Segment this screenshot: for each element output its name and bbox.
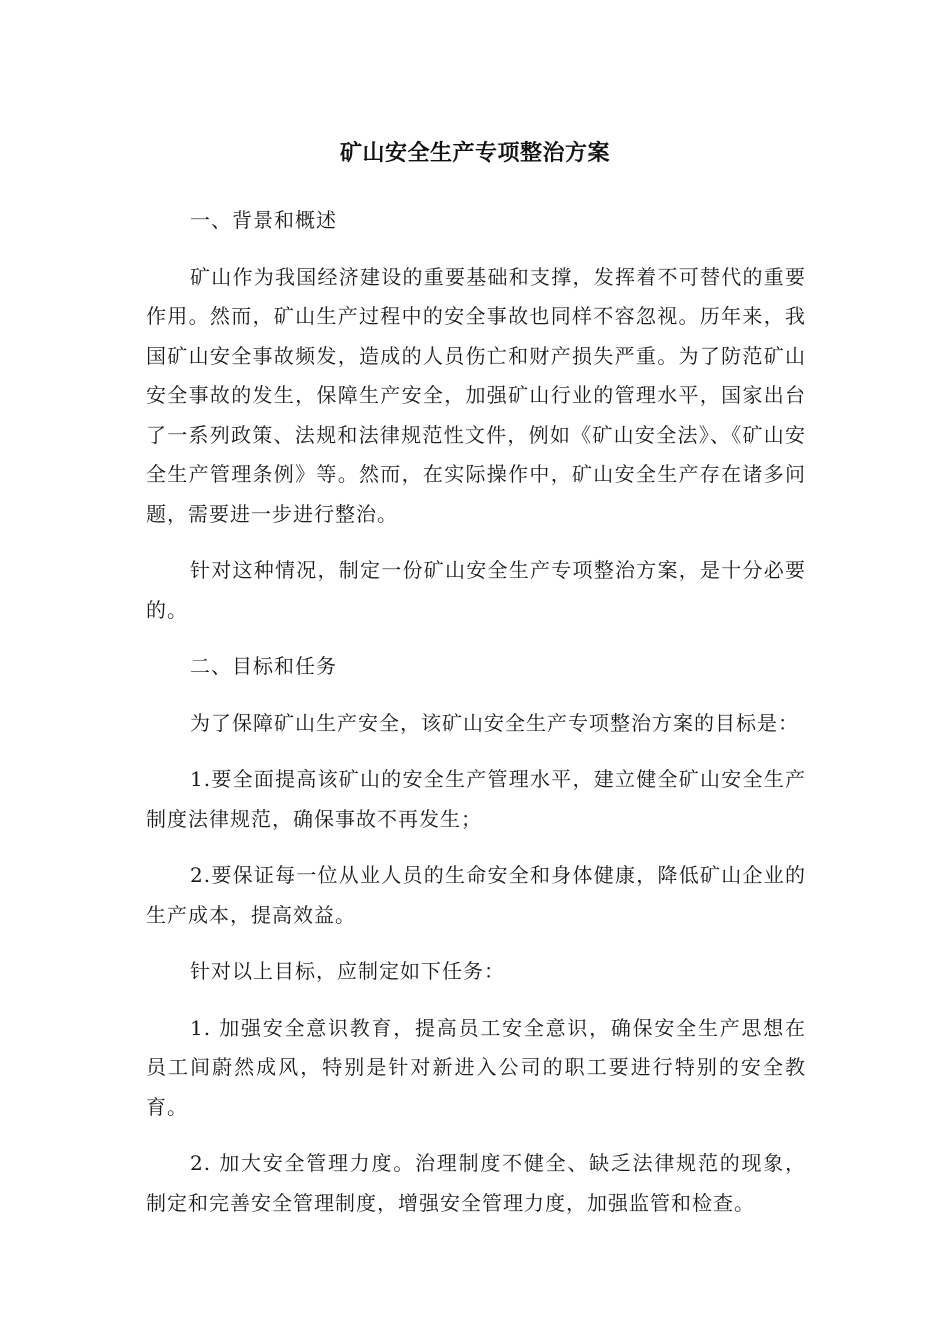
task-item-1: 1. 加强安全意识教育，提高员工安全意识，确保安全生产思想在员工间蔚然成风，特别是针对新进入公司的职工要进行特别的安全教育。 [146,1015,806,1119]
task-item-2: 2. 加大安全管理力度。治理制度不健全、缺乏法律规范的现象，制定和完善安全管理制度，增强安全管理力度，加强监管和检查。 [146,1151,806,1215]
goal-item-1: 1.要全面提高该矿山的安全生产管理水平，建立健全矿山安全生产制度法律规范，确保事故不再发生； [146,767,806,831]
document-title: 矿山安全生产专项整治方案 [339,141,610,166]
section-heading-goals: 二、目标和任务 [190,654,337,678]
paragraph-background: 矿山作为我国经济建设的重要基础和支撑，发挥着不可替代的重要作用。然而，矿山生产过程中的安全事故也同样不容忽视。历年来，我国矿山安全事故频发，造成的人员伤亡和财产损失严重。为了防范矿山安全事故的发生，保障生产安全，加强矿山行业的管理水平，国家出台了一系列政策、法规和法律规范性文件，例如《矿山安全法》、《矿山安全生产管理条例》等。然而，在实际操作中，矿山安全生产存在诸多问题，需要进一步进行整治。 [146,264,806,526]
paragraph-goals-intro: 为了保障矿山生产安全，该矿山安全生产专项整治方案的目标是： [190,710,799,735]
paragraph-tasks-intro: 针对以上目标，应制定如下任务： [190,959,505,983]
goal-item-2: 2.要保证每一位从业人员的生命安全和身体健康，降低矿山企业的生产成本，提高效益。 [146,863,806,927]
section-heading-background: 一、背景和概述 [190,208,337,232]
document-body [146,201,806,1240]
paragraph-necessity: 针对这种情况，制定一份矿山安全生产专项整治方案，是十分必要的。 [146,558,806,622]
